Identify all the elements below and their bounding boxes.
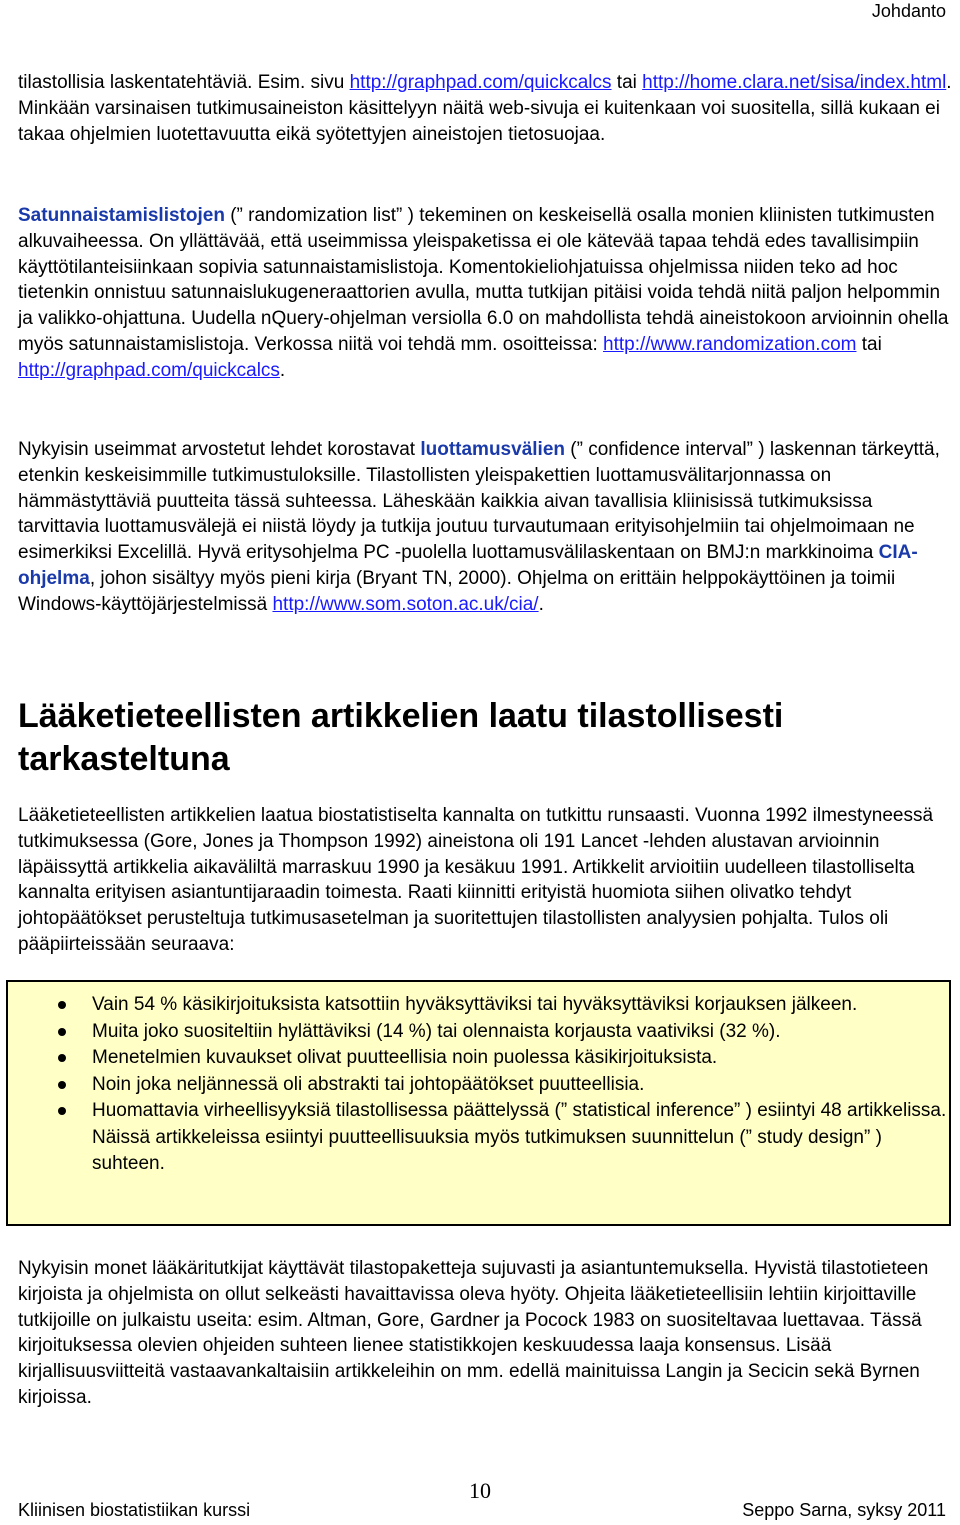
paragraph-online-tools: [18, 70, 953, 147]
text: (” randomization list” ) tekeminen on keskeisellä osalla monien kliinisten tutkimusten alkuvaiheessa. On yllättävää, että useimmissa yleispaketissa ei ole kätevää tapaa tehdä edes tavallisimpiin käyttötilanteisiinkaan sopivia satunnaistamislistoja. Komentokieliohjatuissa ohjelmissa niiden teko ad hoc tietenkin onnistuu satunnaislukugeneraattorien avulla, mutta tutkijan pitäisi voida tehdä niitä paljon helpommin ja valikko-ohjattuna. Uudella nQuery-ohjelman versiolla 6.0 on mahdollista tehdä aineistokoon arvioinnin ohella myös satunnaistamislistoja. Verkossa niitä voi tehdä mm. osoitteissa:: [18, 205, 949, 355]
paragraph-guidelines: Nykyisin monet lääkäritutkijat käyttävät tilastopaketteja sujuvasti ja asiantuntemuksella. Hyvistä tilastotieteen kirjoista ja ohjelmista on ollut selkeästi havaittavissa oleva hyöty. Ohjeita lääketieteellisiin lehtiin kirjoittaville tutkijoille on julkaistu useita: esim. Altman, Gore, Gardner ja Pocock 1983 on suositeltavaa luettavaa. Tässä kirjoituksessa olevien ohjeiden suhteen lienee statistikkojen keskuudessa laaja konsensus. Lisää kirjallisuusviitteitä vastaavankaltaisiin artikkeleihin on mm. edellä mainituissa Langin ja Secicin sekä Byrnen kirjoissa.: [18, 1258, 929, 1408]
bullet-icon: [58, 1028, 66, 1036]
bullet-icon: [58, 1054, 66, 1062]
list-item: [8, 1072, 952, 1099]
link-graphpad-2[interactable]: http://graphpad.com/quickcalcs: [18, 359, 280, 381]
text: tai: [611, 72, 643, 93]
list-item-text: Noin joka neljännessä oli abstrakti tai johtopäätökset puutteellisia.: [92, 1073, 645, 1095]
link-sisa[interactable]: http://home.clara.net/sisa/index.html: [642, 72, 947, 93]
text: . Minkään varsinaisen tutkimusaineiston käsittelyyn näitä web-sivuja ei kuitenkaan voi suositella, sillä kukaan ei takaa ohjelmien luotettavuutta eikä syötettyjen aineistojen tietosuojaa.: [18, 72, 952, 145]
link-graphpad[interactable]: http://graphpad.com/quickcalcs: [349, 72, 612, 93]
list-item-text: Vain 54 % käsikirjoituksista katsottiin hyväksyttäviksi tai hyväksyttäviksi korjauksen jälkeen.: [92, 994, 858, 1015]
findings-box: [6, 980, 951, 1226]
list-item: [8, 992, 952, 1019]
text: (” confidence interval” ) laskennan tärkeyttä, etenkin keskeisimmille tutkimustuloksille. Tilastollisten yleispakettien luottamusvälitarjonnassa on hämmästyttäviä puutteita tässä suhteessa. Läheskään kaikkia aivan tavallisia kliinisissä tutkimuksissa tarvittavia luottamusvälejä ei niistä löydy ja tutkija joutuu turvautumaan erityisohjelmiin tai ohjelmoimaan ne esimerkiksi Excelillä. Hyvä eritysohjelma PC -puolella luottamusvälilaskentaan on BMJ:n markkinoima: [18, 439, 940, 564]
page-number: 10: [469, 1478, 491, 1503]
running-header: Johdanto: [871, 1, 946, 21]
findings-list: [8, 992, 952, 1178]
text: .: [538, 593, 544, 615]
list-item-text: Huomattavia virheellisyyksiä tilastollisessa päättelyssä (” statistical inference” ) esiintyi 48 artikkelissa. Näissä artikkeleissa esiintyi puutteellisuuksia myös tutkimuksen suunnittelun (” study design” ) suhteen.: [92, 1100, 947, 1174]
paragraph-confidence-interval: [18, 437, 953, 618]
footer-author: Seppo Sarna, syksy 2011: [742, 1500, 946, 1520]
text: tai: [856, 333, 882, 355]
term-satunnaistamislistojen: Satunnaistamislistojen: [18, 205, 225, 226]
paragraph-article-quality: Lääketieteellisten artikkelien laatua biostatistiselta kannalta on tutkittu runsaasti. Vuonna 1992 ilmestyneessä tutkimuksessa (Gore, Jones ja Thompson 1992) aineistona oli 191 Lancet -lehden alustavan arvioinnin läpäissyttä artikkelia aikaväliltä marraskuu 1990 ja kesäkuu 1991. Artikkelit arvioitiin uudelleen tilastolliselta kannalta erityisen asiantuntijaraadin toimesta. Raati kiinnitti erityistä huomiota siihen olivatko tehdyt johtopäätökset perusteltuja tutkimusasetelman ja suoritettujen tilastollisten analyysien pohjalta. Tulos oli pääpiirteissään seuraava:: [18, 805, 934, 955]
list-item: [8, 1019, 952, 1046]
text: tilastollisia laskentatehtäviä. Esim. sivu: [18, 72, 350, 93]
bullet-icon: [58, 1107, 66, 1115]
list-item-text: Menetelmien kuvaukset olivat puutteellisia noin puolessa käsikirjoituksista.: [92, 1047, 718, 1068]
text: , johon sisältyy myös pieni kirja (Bryant TN, 2000). Ohjelma on erittäin helppokäyttöinen ja toimii Windows-käyttöjärjestelmissä: [18, 567, 896, 615]
bullet-icon: [58, 1001, 66, 1009]
link-cia[interactable]: http://www.som.soton.ac.uk/cia/: [272, 593, 539, 615]
list-item-text: Muita joko suositeltiin hylättäviksi (14 %) tai olennaista korjausta vaativiksi (32 %).: [92, 1020, 781, 1042]
section-heading: Lääketieteellisten artikkelien laatu tilastollisesti tarkasteltuna: [18, 697, 784, 778]
term-luottamusvalien: luottamusvälien: [420, 439, 565, 460]
term-cia-ohjelma: CIA-ohjelma: [18, 542, 918, 589]
bullet-icon: [58, 1081, 66, 1089]
footer-course: Kliinisen biostatistiikan kurssi: [18, 1500, 251, 1520]
list-item: [8, 1045, 952, 1072]
list-item: [8, 1098, 952, 1178]
link-randomization[interactable]: http://www.randomization.com: [603, 333, 857, 355]
text: .: [279, 359, 286, 381]
paragraph-randomization: [18, 203, 953, 384]
text: Nykyisin useimmat arvostetut lehdet korostavat: [18, 439, 421, 460]
